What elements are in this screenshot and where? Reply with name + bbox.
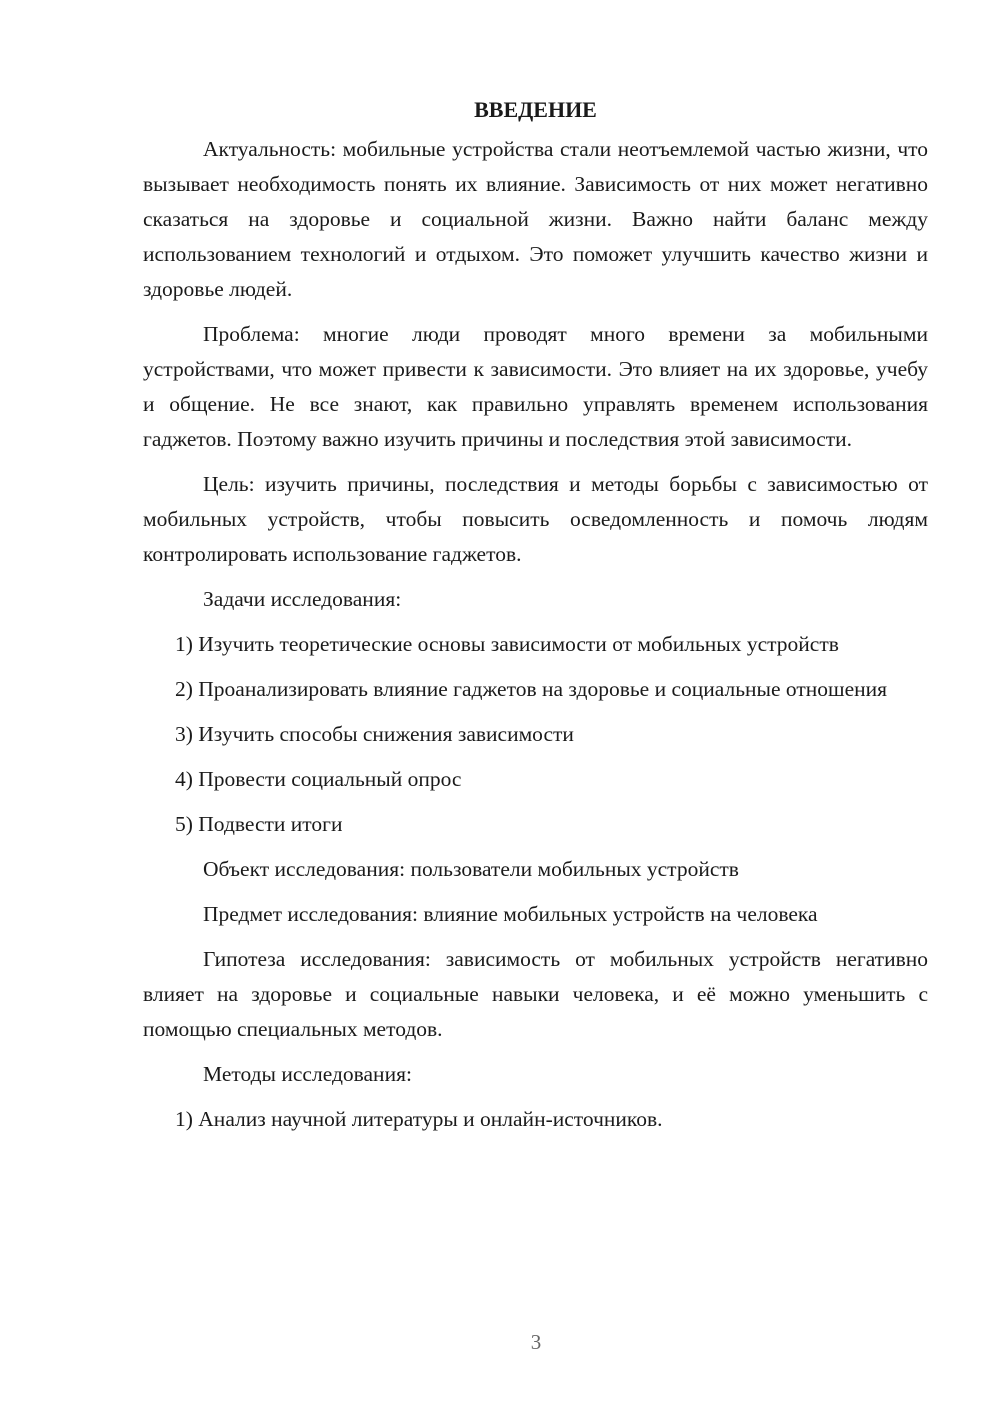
problem-paragraph: Проблема: многие люди проводят много времени за мобильными устройствами, что может привести к зависимости. Это влияет на их здоровье, учебу и общение. Не все знают, как правильно управлять временем использования гаджетов. Поэтому важно изучить причины и последствия этой зависимости. bbox=[143, 322, 928, 451]
task-item: 4) Провести социальный опрос bbox=[175, 767, 462, 791]
method-item: 1) Анализ научной литературы и онлайн-источников. bbox=[175, 1107, 663, 1131]
page-number: 3 bbox=[530, 1330, 542, 1354]
relevance-paragraph: Актуальность: мобильные устройства стали неотъемлемой частью жизни, что вызывает необходимость понять их влияние. Зависимость от них может негативно сказаться на здоровье и социальной жизни. Важно найти баланс между использованием технологий и отдыхом. Это поможет улучшить качество жизни и здоровье людей. bbox=[143, 137, 928, 301]
task-item: 1) Изучить теоретические основы зависимости от мобильных устройств bbox=[175, 632, 839, 656]
hypothesis-paragraph: Гипотеза исследования: зависимость от мобильных устройств негативно влияет на здоровье и социальные навыки человека, и её можно уменьшить с помощью специальных методов. bbox=[143, 947, 928, 1041]
tasks-title: Задачи исследования: bbox=[203, 587, 402, 611]
object-paragraph: Объект исследования: пользователи мобильных устройств bbox=[203, 857, 739, 881]
subject-paragraph: Предмет исследования: влияние мобильных устройств на человека bbox=[203, 902, 818, 926]
section-heading: ВВЕДЕНИЕ bbox=[474, 97, 597, 122]
task-item: 2) Проанализировать влияние гаджетов на здоровье и социальные отношения bbox=[175, 677, 888, 701]
methods-title: Методы исследования: bbox=[203, 1062, 412, 1086]
task-item: 5) Подвести итоги bbox=[175, 812, 343, 836]
task-item: 3) Изучить способы снижения зависимости bbox=[175, 722, 574, 746]
goal-paragraph: Цель: изучить причины, последствия и методы борьбы с зависимостью от мобильных устройств, чтобы повысить осведомленность и помочь людям контролировать использование гаджетов. bbox=[143, 472, 928, 566]
